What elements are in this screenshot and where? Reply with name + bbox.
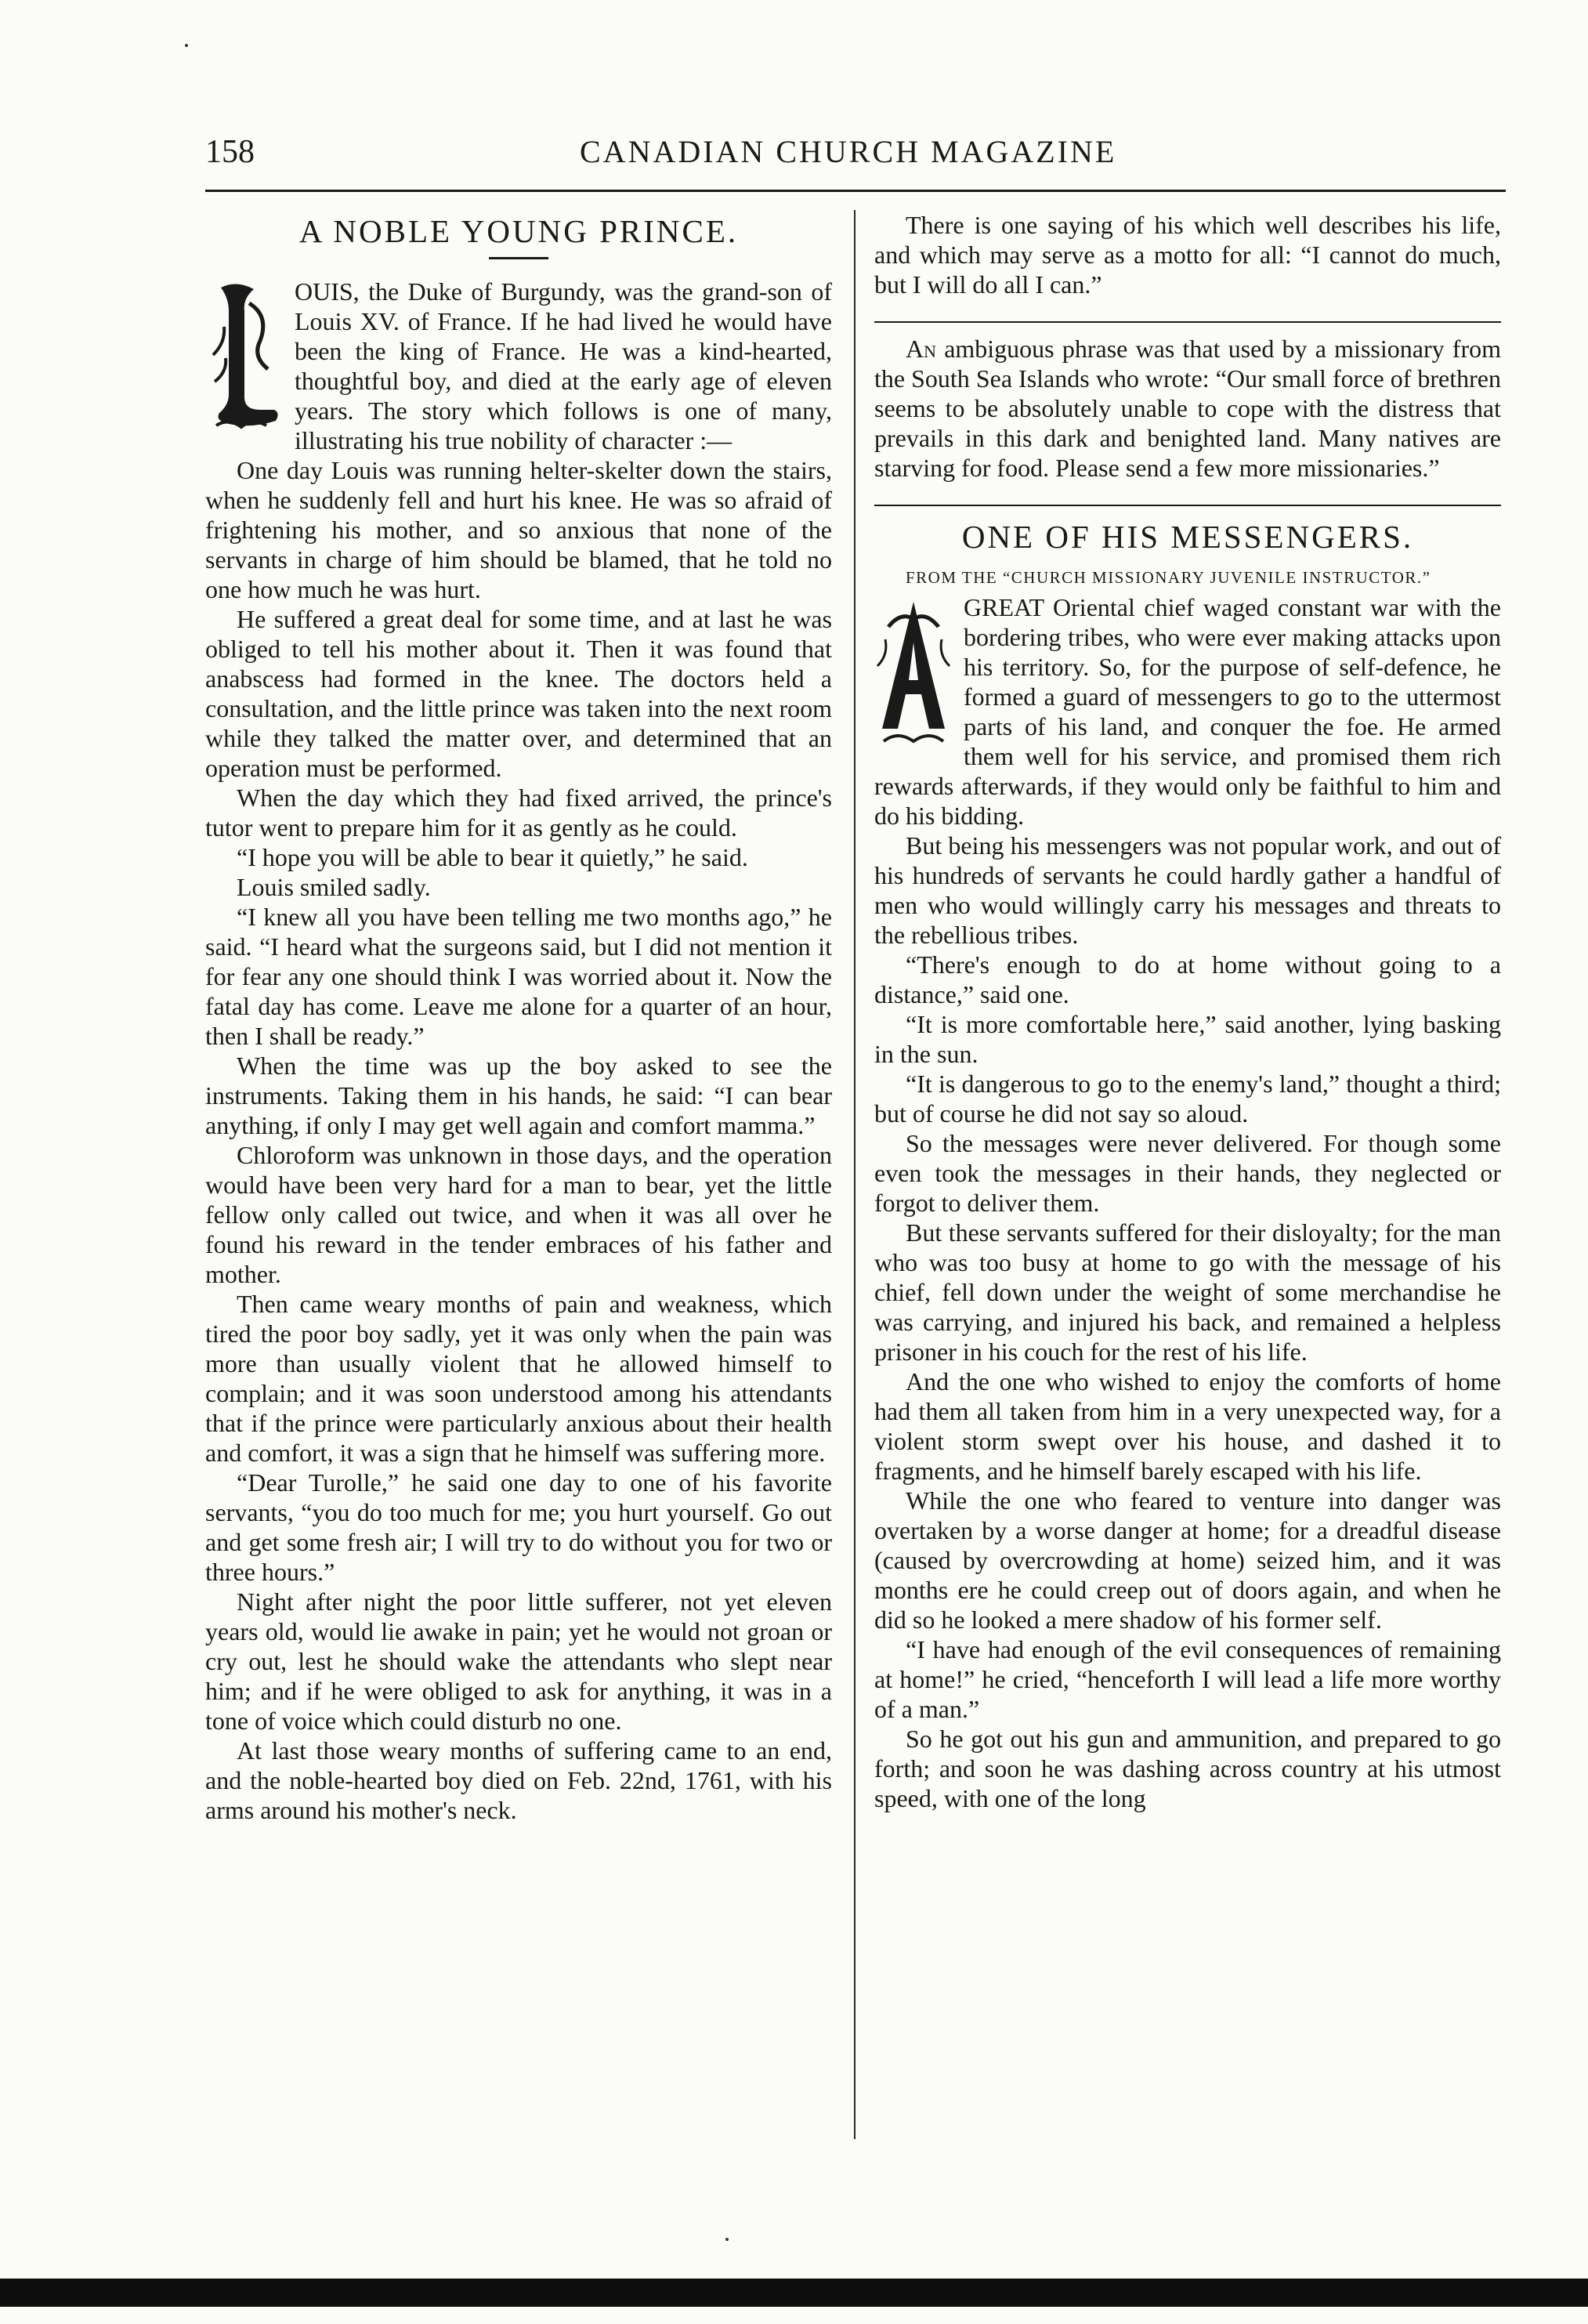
page-number: 158	[205, 134, 255, 170]
paragraph: “It is more comfortable here,” said another, lying basking in the sun.	[874, 1010, 1501, 1068]
left-column	[205, 210, 832, 1825]
column-divider	[854, 210, 855, 2139]
right-column	[874, 210, 1501, 1813]
paragraph: When the day which they had fixed arrived, the prince's tutor went to prepare him for it as gently as he could.	[205, 784, 832, 842]
paragraph: Chloroform was unknown in those days, and the operation would have been very hard for a man to bear, yet the little fellow only called out twice, and when it was all over he found his reward in the tender embraces of his father and mother.	[205, 1141, 832, 1288]
paragraph: GREAT Oriental chief waged constant war with the bordering tribes, who were ever making attacks upon his territory. So, for the purpose of self-defence, he formed a guard of messengers to go to the uttermost parts of his land, and conquer the foe. He armed them well for his service, and promised them rich rewards afterwards, if they would only be faithful to him and do his bidding.	[874, 593, 1501, 830]
paragraph: One day Louis was running helter-skelter down the stairs, when he suddenly fell and hurt his knee. He was so afraid of frightening his mother, and so anxious that none of the servants in charge of him should be blamed, that he told no one how much he was hurt.	[205, 456, 832, 603]
paragraph: Then came weary months of pain and weakness, which tired the poor boy sadly, yet it was only when the pain was more than usually violent that he allowed himself to complain; and it was soon understood among his attendants that if the prince were particularly anxious about their health and comfort, it was a sign that he himself was suffering more.	[205, 1290, 832, 1467]
running-head: CANADIAN CHURCH MAGAZINE	[580, 134, 1117, 169]
note-text: ambiguous phrase was that used by a missionary from the South Sea Islands who wrote: “Our small force of brethren seems to be absolutely unable to cope with the distress that prevails in this dark and benighted land. Many natives are starving for food. Please send a few more missionaries.”	[874, 335, 1501, 482]
paragraph: “It is dangerous to go to the enemy's land,” thought a third; but of course he did not say so aloud.	[874, 1070, 1501, 1128]
paragraph: Night after night the poor little sufferer, not yet eleven years old, would lie awake in pain; yet he would not groan or cry out, lest he should wake the attendants who slept near him; and if he were obliged to ask for anything, it was in a tone of voice which could disturb no one.	[205, 1587, 832, 1735]
paragraph: Louis smiled sadly.	[237, 873, 431, 901]
article1-opening	[205, 277, 832, 455]
paragraph: OUIS, the Duke of Burgundy, was the grand-son of Louis XV. of France. If he had lived he would have been the king of France. He was a kind-hearted, thoughtful boy, and died at the early age of eleven years. The story which follows is one of many, illustrating his true nobility of character :—	[295, 277, 832, 454]
print-speck	[725, 2238, 729, 2241]
paragraph: “Dear Turolle,” he said one day to one of his favorite servants, “you do too much for me; you hurt yourself. Go out and get some fresh air; I will try to do without you for two or three hours.”	[205, 1468, 832, 1586]
decorative-initial-l-icon	[205, 280, 284, 432]
paragraph: At last those weary months of suffering came to an end, and the noble-hearted boy died on Feb. 22nd, 1761, with his arms around his mother's neck.	[205, 1736, 832, 1824]
paragraph: “I have had enough of the evil consequences of remaining at home!” he cried, “henceforth I will lead a life more worthy of a man.”	[874, 1635, 1501, 1723]
section-rule	[874, 321, 1501, 323]
article-source: FROM THE “CHURCH MISSIONARY JUVENILE INSTRUCTOR.”	[906, 568, 1431, 587]
note-paragraph	[874, 334, 1501, 483]
article-title-one-of-his-messengers: ONE OF HIS MESSENGERS.	[961, 519, 1414, 555]
title-rule	[489, 257, 548, 259]
paragraph: “There's enough to do at home without going to a distance,” said one.	[874, 950, 1501, 1008]
paragraph: But being his messengers was not popular work, and out of his hundreds of servants he could hardly gather a handful of men who would willingly carry his messages and threats to the rebellious tribes.	[874, 831, 1501, 949]
print-speck	[185, 44, 188, 47]
paragraph: So he got out his gun and ammunition, and prepared to go forth; and soon he was dashing across country at his utmost speed, with one of the long	[874, 1725, 1501, 1812]
scan-edge-band	[0, 2279, 1588, 2307]
paragraph: There is one saying of his which well describes his life, and which may serve as a motto for all: “I cannot do much, but I will do all I can.”	[874, 211, 1501, 299]
paragraph: But these servants suffered for their disloyalty; for the man who was too busy at home to go with the message of his chief, fell down under the weight of some merchandise he was carrying, and injured his back, and remained a helpless prisoner in his couch for the rest of his life.	[874, 1218, 1501, 1366]
decorative-initial-a-icon	[874, 595, 953, 748]
section-rule	[874, 505, 1501, 506]
paragraph: He suffered a great deal for some time, and at last he was obliged to tell his mother about it. Then it was found that anabscess had formed in the knee. The doctors held a consultation, and the little prince was taken into the next room while they talked the matter over, and determined that an operation must be performed.	[205, 605, 832, 782]
paragraph: “I knew all you have been telling me two months ago,” he said. “I heard what the surgeons said, but I did not mention it for fear any one should think I was worried about it. Now the fatal day has come. Leave me alone for a quarter of an hour, then I shall be ready.”	[205, 903, 832, 1050]
paragraph: And the one who wished to enjoy the comforts of home had them all taken from him in a very unexpected way, for a violent storm swept over his house, and dashed it to fragments, and he himself barely escaped with his life.	[874, 1367, 1501, 1485]
paragraph: “I hope you will be able to bear it quietly,” he said.	[237, 843, 748, 871]
paragraph: While the one who feared to venture into danger was overtaken by a worse danger at home; for a dreadful disease (caused by overcrowding at home) seized him, and it was months ere he could creep out of doors again, and when he did so he looked a mere shadow of his former self.	[874, 1486, 1501, 1634]
article2-opening	[874, 592, 1501, 831]
paragraph: So the messages were never delivered. For though some even took the messages in their hands, they neglected or forgot to deliver them.	[874, 1129, 1501, 1217]
header-rule	[205, 190, 1506, 192]
article-title-noble-young-prince: A NOBLE YOUNG PRINCE.	[298, 213, 739, 249]
paragraph: When the time was up the boy asked to see the instruments. Taking them in his hands, he said: “I can bear anything, if only I may get well again and comfort mamma.”	[205, 1052, 832, 1139]
note-lead: An	[906, 335, 936, 363]
